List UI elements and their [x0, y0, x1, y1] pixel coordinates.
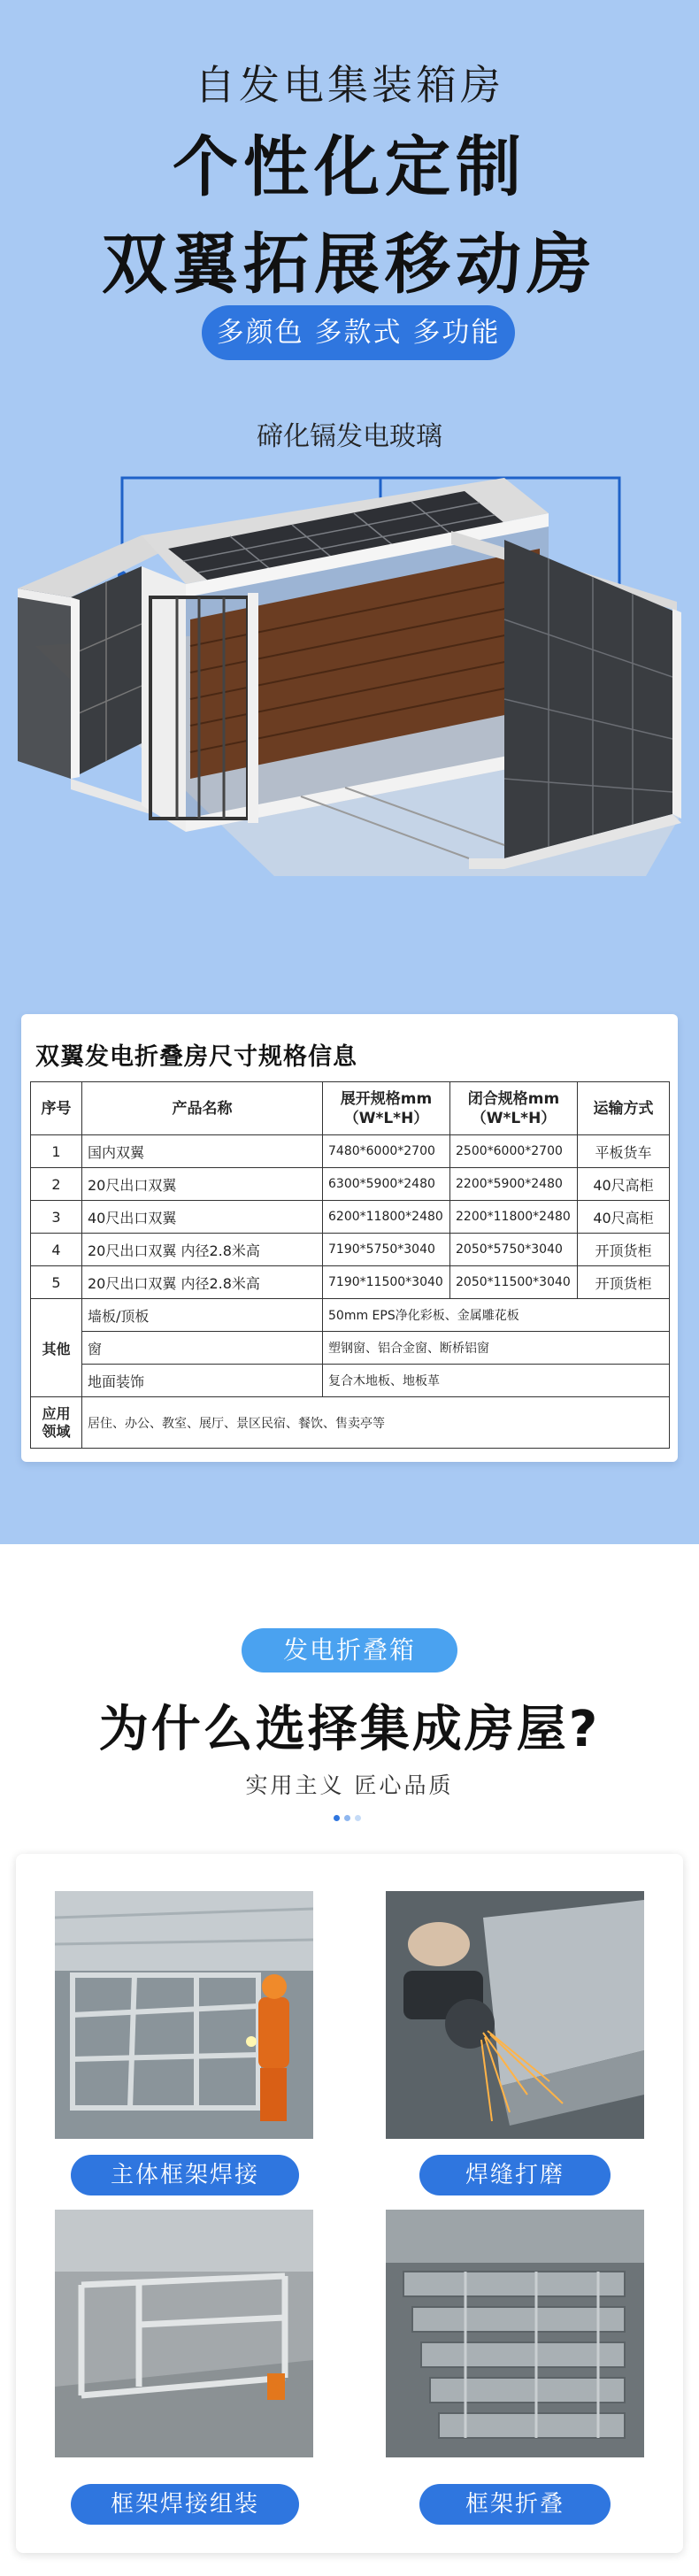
cell-other-label: 其他	[31, 1299, 82, 1397]
container-house-illustration	[9, 442, 690, 991]
frame-assembly-photo	[55, 2210, 313, 2457]
cell-other-value: 塑钢窗、铝合金窗、断桥铝窗	[323, 1332, 670, 1365]
section-badge: 发电折叠箱	[242, 1628, 457, 1672]
cell-application-label: 应用领域	[31, 1397, 82, 1449]
cell-no: 3	[31, 1201, 82, 1234]
feature-tags-badge: 多颜色 多款式 多功能	[202, 305, 515, 360]
cell-other-item: 地面装饰	[82, 1365, 323, 1397]
column-header-no: 序号	[31, 1082, 82, 1135]
cell-open-size: 6200*11800*2480	[323, 1201, 450, 1234]
cell-application-value: 居住、办公、教室、展厅、景区民宿、餐饮、售卖亭等	[82, 1397, 670, 1449]
carousel-dots	[334, 1808, 369, 1817]
cell-no: 5	[31, 1266, 82, 1299]
cell-closed-size: 2050*5750*3040	[450, 1234, 578, 1266]
table-row	[31, 1168, 670, 1201]
section-title: 为什么选择集成房屋?	[98, 1701, 601, 1758]
cell-name: 国内双翼	[82, 1135, 323, 1168]
cell-name: 20尺出口双翼	[82, 1168, 323, 1201]
cell-other-item: 窗	[82, 1332, 323, 1365]
spec-table-title: 双翼发电折叠房尺寸规格信息	[35, 1043, 357, 1071]
table-header-row	[31, 1082, 670, 1135]
welding-photo	[55, 1891, 313, 2139]
cell-open-size: 7190*11500*3040	[323, 1266, 450, 1299]
cell-transport: 开顶货柜	[578, 1234, 670, 1266]
process-photo-panel	[16, 1854, 683, 2553]
caption-frame-assembly: 框架焊接组装	[71, 2484, 299, 2525]
cell-open-size: 7480*6000*2700	[323, 1135, 450, 1168]
caption-frame-folding: 框架折叠	[419, 2484, 611, 2525]
frame-folding-photo	[386, 2210, 644, 2457]
table-row	[31, 1135, 670, 1168]
cell-transport: 开顶货柜	[578, 1266, 670, 1299]
cell-transport: 40尺高柜	[578, 1201, 670, 1234]
spec-table	[30, 1081, 670, 1449]
table-row-other	[31, 1299, 670, 1332]
cell-no: 4	[31, 1234, 82, 1266]
cell-no: 1	[31, 1135, 82, 1168]
column-header-name: 产品名称	[82, 1082, 323, 1135]
cell-closed-size: 2500*6000*2700	[450, 1135, 578, 1168]
spec-table-card	[21, 1014, 678, 1462]
cell-name: 40尺出口双翼	[82, 1201, 323, 1234]
glass-label: 碲化镉发电玻璃	[257, 421, 442, 452]
table-row	[31, 1201, 670, 1234]
cell-closed-size: 2200*5900*2480	[450, 1168, 578, 1201]
column-header-closed-size: 闭合规格mm（W*L*H）	[450, 1082, 578, 1135]
cell-transport: 40尺高柜	[578, 1168, 670, 1201]
cell-other-value: 复合木地板、地板革	[323, 1365, 670, 1397]
cell-name: 20尺出口双翼 内径2.8米高	[82, 1234, 323, 1266]
table-row	[31, 1234, 670, 1266]
cell-other-item: 墙板/顶板	[82, 1299, 323, 1332]
table-row	[31, 1266, 670, 1299]
hero-subtitle: 自发电集装箱房	[195, 61, 504, 109]
caption-welding: 主体框架焊接	[71, 2155, 299, 2195]
cell-other-value: 50mm EPS净化彩板、金属雕花板	[323, 1299, 670, 1332]
cell-open-size: 6300*5900*2480	[323, 1168, 450, 1201]
cell-closed-size: 2050*11500*3040	[450, 1266, 578, 1299]
cell-name: 20尺出口双翼 内径2.8米高	[82, 1266, 323, 1299]
table-row-application	[31, 1397, 670, 1449]
grinding-photo	[386, 1891, 644, 2139]
hero-title-line1: 个性化定制	[173, 129, 526, 205]
cell-closed-size: 2200*11800*2480	[450, 1201, 578, 1234]
column-header-transport: 运输方式	[578, 1082, 670, 1135]
table-row-other	[31, 1365, 670, 1397]
cell-transport: 平板货车	[578, 1135, 670, 1168]
column-header-open-size: 展开规格mm（W*L*H）	[323, 1082, 450, 1135]
cell-open-size: 7190*5750*3040	[323, 1234, 450, 1266]
cell-no: 2	[31, 1168, 82, 1201]
caption-grinding: 焊缝打磨	[419, 2155, 611, 2195]
section-tagline: 实用主义 匠心品质	[245, 1772, 454, 1798]
table-row-other	[31, 1332, 670, 1365]
hero-title-line2: 双翼拓展移动房	[102, 227, 597, 303]
